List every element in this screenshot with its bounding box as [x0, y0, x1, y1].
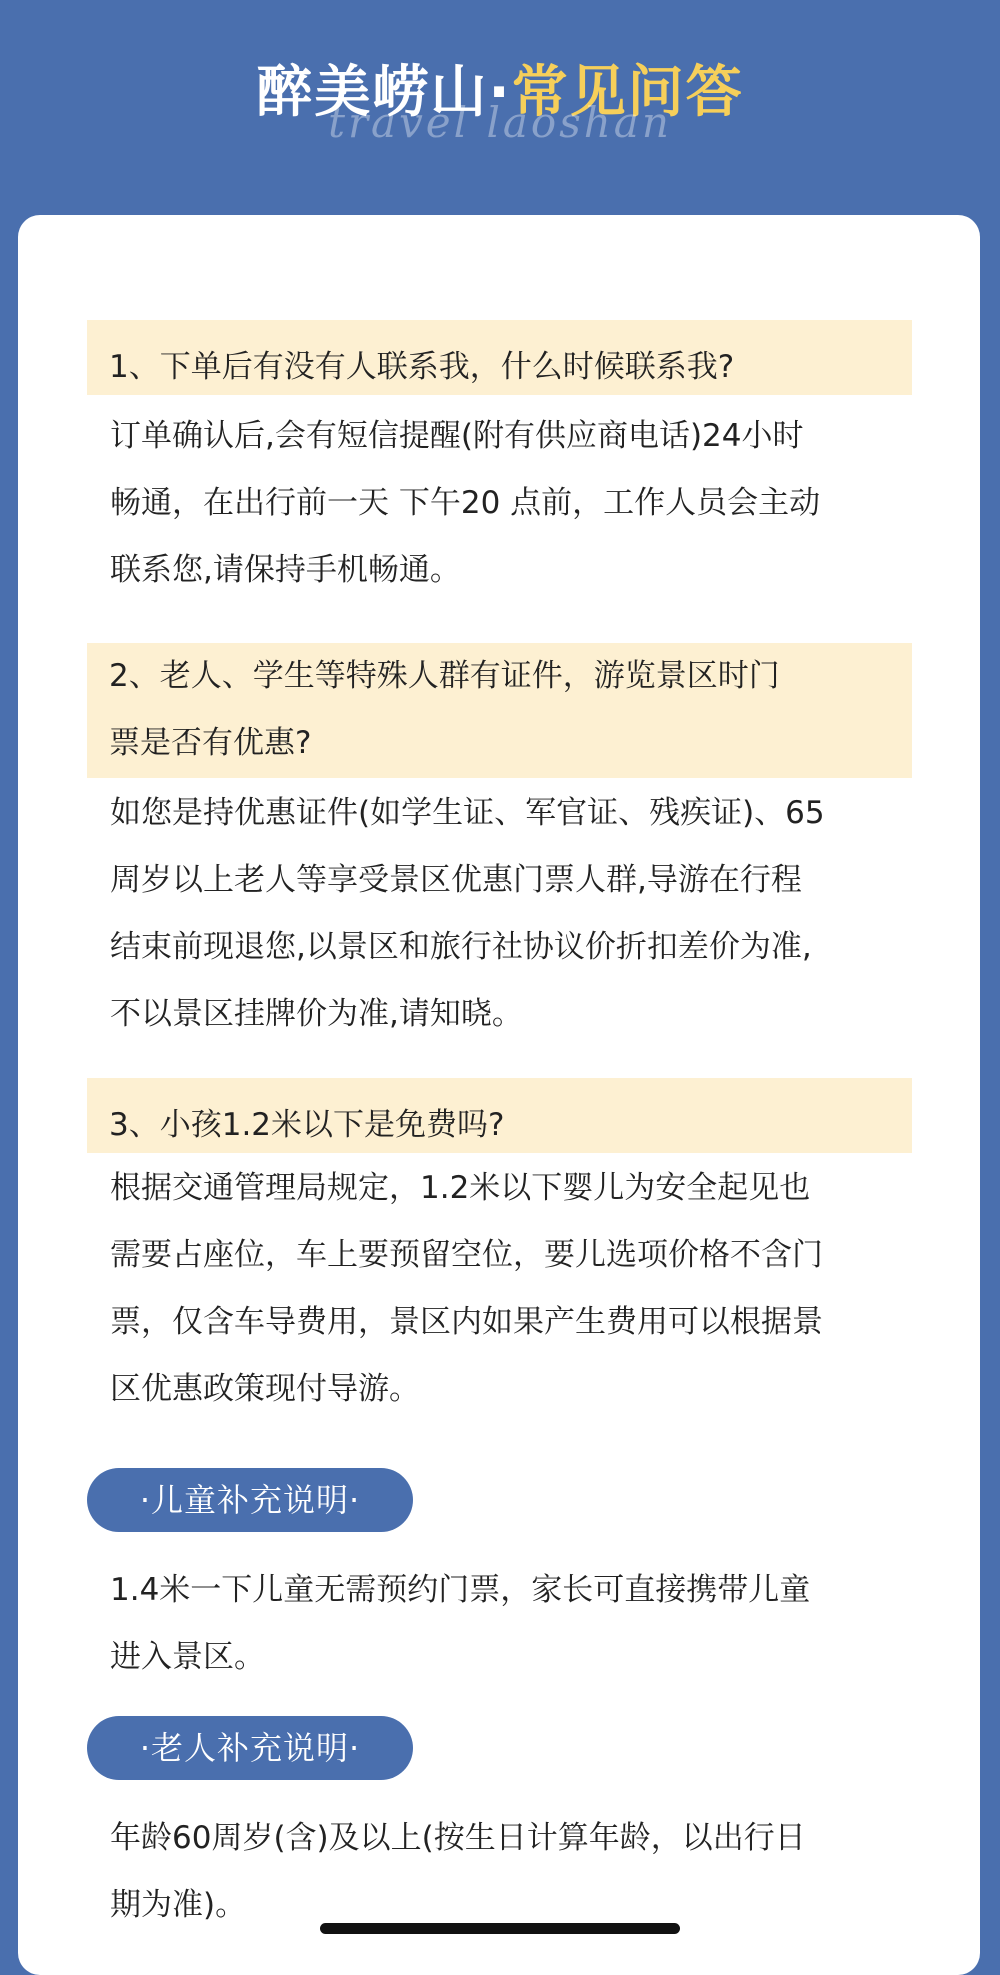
faq-question-2-line: 票是否有优惠? [109, 725, 312, 761]
faq-answer-2-line: 周岁以上老人等享受景区优惠门票人群,导游在行程 [110, 862, 802, 898]
faq-answer-3 [110, 1155, 920, 1423]
header [0, 0, 1000, 215]
faq-question-2 [87, 643, 912, 778]
faq-answer-3-line: 根据交通管理局规定，1.2米以下婴儿为安全起见也 [110, 1170, 811, 1206]
elderly-note-text [110, 1805, 920, 1939]
faq-answer-3-line: 票，仅含车导费用，景区内如果产生费用可以根据景 [110, 1304, 823, 1340]
faq-answer-1 [110, 403, 920, 604]
faq-answer-2-line: 结束前现退您,以景区和旅行社协议价折扣差价为准, [110, 929, 812, 965]
page-title-accent: 常见问答 [511, 60, 744, 125]
faq-answer-2 [110, 780, 920, 1048]
faq-answer-2-line: 不以景区挂牌价为准,请知晓。 [110, 996, 523, 1032]
watermark-text: travel laoshan [328, 98, 672, 147]
children-note-text [110, 1557, 920, 1691]
children-note-line: 进入景区。 [110, 1639, 265, 1675]
faq-question-3: 3、小孩1.2米以下是免费吗? [87, 1078, 912, 1153]
faq-answer-1-line: 订单确认后,会有短信提醒(附有供应商电话)24小时 [110, 418, 804, 454]
faq-answer-1-line: 畅通，在出行前一天 下午20 点前，工作人员会主动 [110, 485, 821, 521]
children-note-line: 1.4米一下儿童无需预约门票，家长可直接携带儿童 [110, 1572, 811, 1608]
faq-answer-3-line: 需要占座位，车上要预留空位，要儿选项价格不含门 [110, 1237, 823, 1273]
elderly-note-line: 期为准)。 [110, 1887, 247, 1923]
faq-question-1: 1、下单后有没有人联系我，什么时候联系我? [87, 320, 912, 395]
elderly-note-badge: ·老人补充说明· [87, 1716, 413, 1780]
faq-answer-2-line: 如您是持优惠证件(如学生证、军官证、残疾证)、65 [110, 795, 825, 831]
home-indicator[interactable] [320, 1923, 680, 1934]
page-title-main: 醉美崂山· [256, 60, 512, 125]
children-note-badge: ·儿童补充说明· [87, 1468, 413, 1532]
faq-answer-1-line: 联系您,请保持手机畅通。 [110, 552, 461, 588]
faq-answer-3-line: 区优惠政策现付导游。 [110, 1371, 420, 1407]
elderly-note-line: 年龄60周岁(含)及以上(按生日计算年龄，以出行日 [110, 1820, 806, 1856]
faq-question-2-line: 2、老人、学生等特殊人群有证件，游览景区时门 [109, 658, 780, 694]
